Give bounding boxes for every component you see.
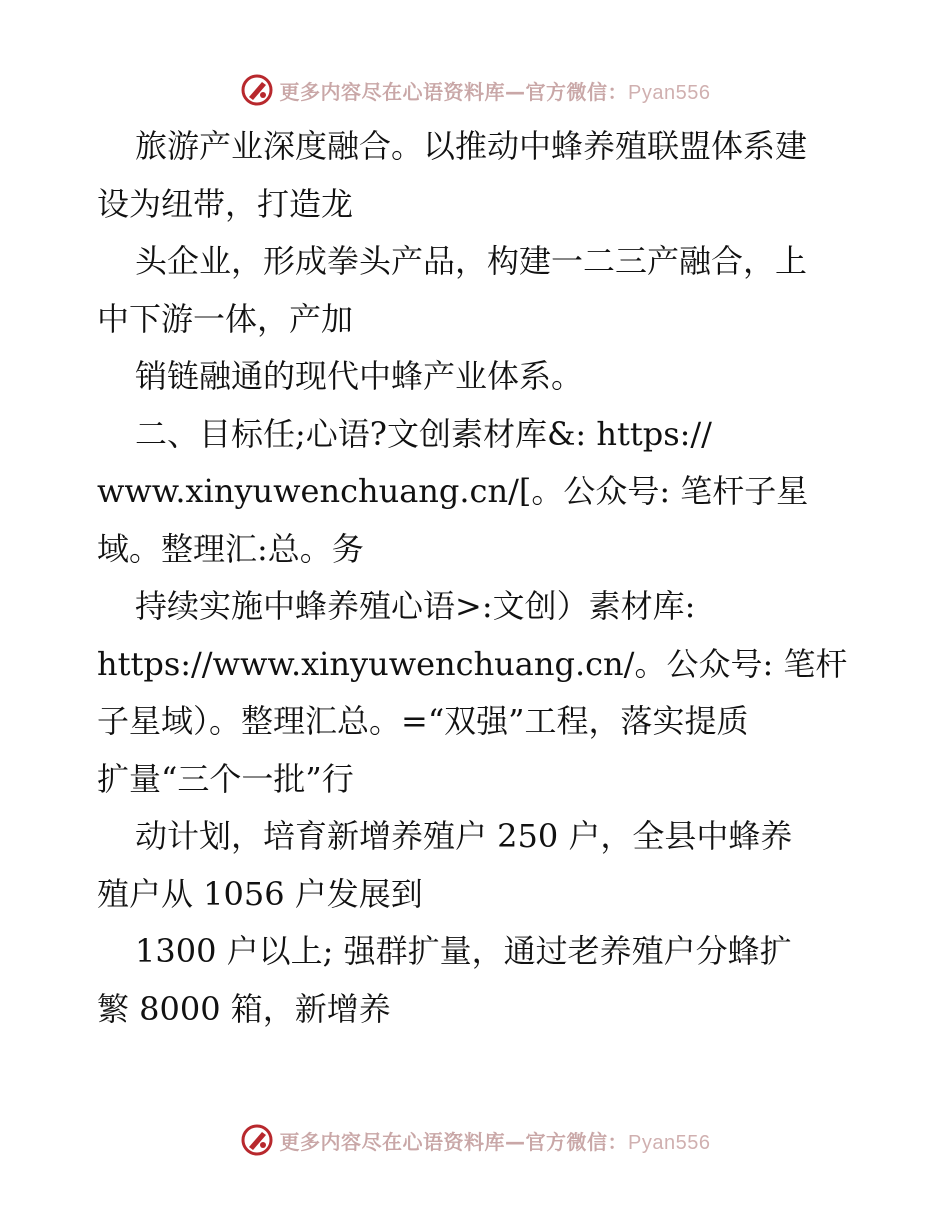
body-line: 子星域）。整理汇总。=“双强”工程，落实提质 bbox=[97, 702, 749, 740]
body-line: 持续实施中蜂养殖心语>:文创）素材库: bbox=[135, 587, 696, 625]
body-line: 旅游产业深度融合。以推动中蜂养殖联盟体系建 bbox=[135, 127, 808, 165]
body-line: 头企业，形成拳头产品，构建一二三产融合，上 bbox=[135, 242, 808, 280]
body-line: 设为纽带，打造龙 bbox=[97, 184, 354, 223]
body-line: 二、目标任;心语?文创素材库&: https:// bbox=[135, 414, 712, 453]
footer-wechat-id: Pyan556 bbox=[628, 1131, 711, 1154]
body-line: 繁 8000 箱，新增养 bbox=[97, 989, 391, 1028]
body-line: 1300 户以上; 强群扩量，通过老养殖户分蜂扩 bbox=[135, 932, 792, 970]
logo-icon bbox=[240, 73, 274, 107]
body-line: www.xinyuwenchuang.cn/[。公众号: 笔杆子星 bbox=[97, 472, 809, 510]
body-line: 殖户从 1056 户发展到 bbox=[97, 874, 423, 913]
body-line: 销链融通的现代中蜂产业体系。 bbox=[135, 357, 584, 395]
header-wechat-id: Pyan556 bbox=[628, 81, 711, 104]
logo-icon bbox=[240, 1123, 274, 1157]
header-watermark bbox=[0, 70, 950, 110]
header-text: 更多内容尽在心语资料库—官方微信： bbox=[279, 79, 629, 104]
body-line: 动计划，培育新增养殖户 250 户，全县中蜂养 bbox=[135, 817, 793, 855]
body-line: 中下游一体，产加 bbox=[97, 299, 354, 338]
footer-watermark bbox=[0, 1120, 950, 1160]
body-line: https://www.xinyuwenchuang.cn/。公众号: 笔杆 bbox=[97, 644, 848, 683]
footer-text: 更多内容尽在心语资料库—官方微信： bbox=[279, 1129, 629, 1154]
document-body bbox=[97, 118, 857, 1038]
body-line: 扩量“三个一批”行 bbox=[97, 759, 354, 798]
body-line: 域。整理汇:总。务 bbox=[97, 529, 364, 568]
